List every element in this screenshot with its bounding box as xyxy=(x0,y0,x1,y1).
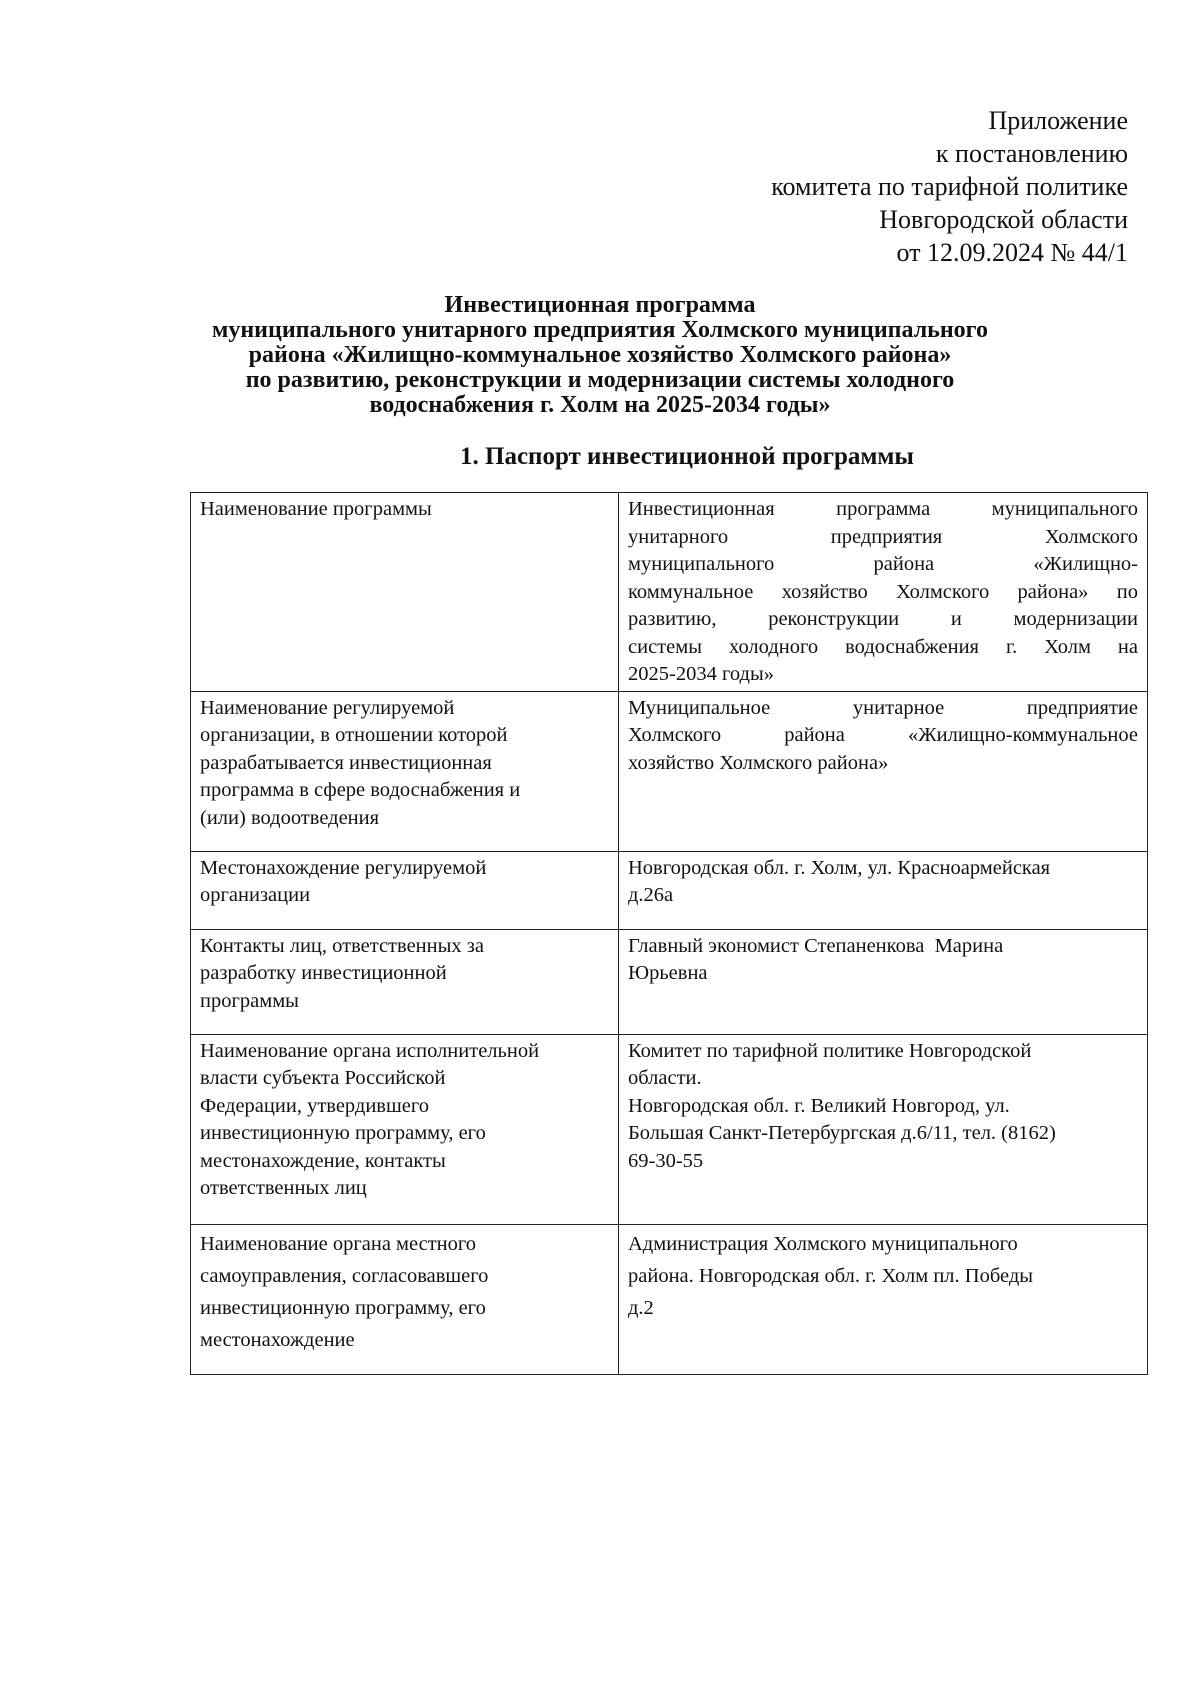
title-line: по развитию, реконструкции и модернизации системы холодного xyxy=(245,367,955,393)
row-value xyxy=(619,1224,1148,1374)
label-line: Наименование органа исполнительной xyxy=(200,1039,540,1062)
table-row xyxy=(191,929,1148,1034)
label-line: Наименование регулируемой xyxy=(200,696,455,719)
label-line: разрабатывается инвестиционная xyxy=(200,751,492,774)
table-row xyxy=(191,493,1148,692)
label-line: программы xyxy=(200,989,299,1012)
label-line: (или) водоотведения xyxy=(200,806,380,829)
label-line: местонахождение xyxy=(200,1328,355,1351)
value-line: унитарного предприятия Холмского xyxy=(628,525,1138,548)
value-line: Комитет по тарифной политике Новгородской xyxy=(628,1039,1032,1062)
label-line: инвестиционную программу, его xyxy=(200,1122,486,1144)
value-line: д.26а xyxy=(628,884,674,906)
label-line: организации xyxy=(200,884,311,906)
value-line: 2025-2034 годы» xyxy=(628,663,774,685)
value-line: области. xyxy=(628,1067,702,1089)
row-value xyxy=(619,851,1148,929)
label-line: самоуправления, согласовавшего xyxy=(200,1264,489,1287)
value-line: 69-30-55 xyxy=(628,1149,704,1172)
label-line: Наименование органа местного xyxy=(200,1232,477,1255)
annex-line: комитета по тарифной политике xyxy=(771,172,1128,201)
value-line: Муниципальное унитарное предприятие xyxy=(628,696,1138,719)
label-line: программа в сфере водоснабжения и xyxy=(200,779,521,801)
label-line: Федерации, утвердившего xyxy=(200,1094,430,1117)
label-line: Контакты лиц, ответственных за xyxy=(200,934,484,957)
annex-line: к постановлению xyxy=(935,139,1128,168)
value-line: развитию, реконструкции и модернизации xyxy=(628,608,1138,630)
table-row xyxy=(191,1034,1148,1224)
label-line: местонахождение, контакты xyxy=(200,1149,446,1172)
label-line: Наименование программы xyxy=(200,498,432,520)
row-value xyxy=(619,493,1148,692)
value-line: Новгородская обл. г. Великий Новгород, ул. xyxy=(628,1094,1010,1117)
row-label xyxy=(191,929,619,1034)
annex-line: Приложение xyxy=(988,106,1128,135)
row-value xyxy=(619,691,1148,851)
value-line: района. Новгородская обл. г. Холм пл. Победы xyxy=(628,1264,1034,1287)
document-title xyxy=(170,293,1030,418)
value-line: системы холодного водоснабжения г. Холм на xyxy=(628,635,1138,658)
value-line: коммунальное хозяйство Холмского района» по xyxy=(628,580,1138,603)
label-line: власти субъекта Российской xyxy=(200,1067,446,1089)
title-line: района «Жилищно-коммунальное хозяйство Холмского района» xyxy=(248,342,952,368)
passport-table xyxy=(190,492,1148,1375)
label-line: инвестиционную программу, его xyxy=(200,1296,486,1319)
label-line: организации, в отношении которой xyxy=(200,724,508,746)
table-row xyxy=(191,1224,1148,1374)
value-line: Инвестиционная программа муниципального xyxy=(628,498,1138,520)
label-line: Местонахождение регулируемой xyxy=(200,856,487,879)
section-heading: 1. Паспорт инвестиционной программы xyxy=(460,443,914,470)
label-line: разработку инвестиционной xyxy=(200,962,447,984)
value-line: Новгородская обл. г. Холм, ул. Красноармейская xyxy=(628,856,1051,879)
title-line: Инвестиционная программа xyxy=(444,292,756,318)
title-line: муниципального унитарного предприятия Холмского муниципального xyxy=(212,317,988,343)
row-value xyxy=(619,929,1148,1034)
annex-line: Новгородской области xyxy=(879,205,1128,234)
annex-date-number: от 12.09.2024 № 44/1 xyxy=(896,238,1128,267)
value-line: д.2 xyxy=(628,1296,654,1319)
value-line: Холмского района «Жилищно-коммунальное xyxy=(628,724,1138,746)
row-value xyxy=(619,1034,1148,1224)
row-label xyxy=(191,1034,619,1224)
row-label xyxy=(191,493,619,692)
title-line: водоснабжения г. Холм на 2025-2034 годы» xyxy=(369,392,831,418)
value-line: Большая Санкт-Петербургская д.6/11, тел. (8162) xyxy=(628,1122,1056,1144)
value-line: хозяйство Холмского района» xyxy=(628,751,889,774)
value-line: Администрация Холмского муниципального xyxy=(628,1232,1018,1255)
annex-header xyxy=(771,104,1128,269)
row-label xyxy=(191,851,619,929)
label-line: ответственных лиц xyxy=(200,1177,367,1199)
row-label xyxy=(191,691,619,851)
value-line: Юрьевна xyxy=(628,962,708,984)
value-line: муниципального района «Жилищно- xyxy=(628,553,1138,575)
table-row xyxy=(191,851,1148,929)
table-row xyxy=(191,691,1148,851)
row-label xyxy=(191,1224,619,1374)
value-line: Главный экономист Степаненкова Марина xyxy=(628,934,1004,957)
